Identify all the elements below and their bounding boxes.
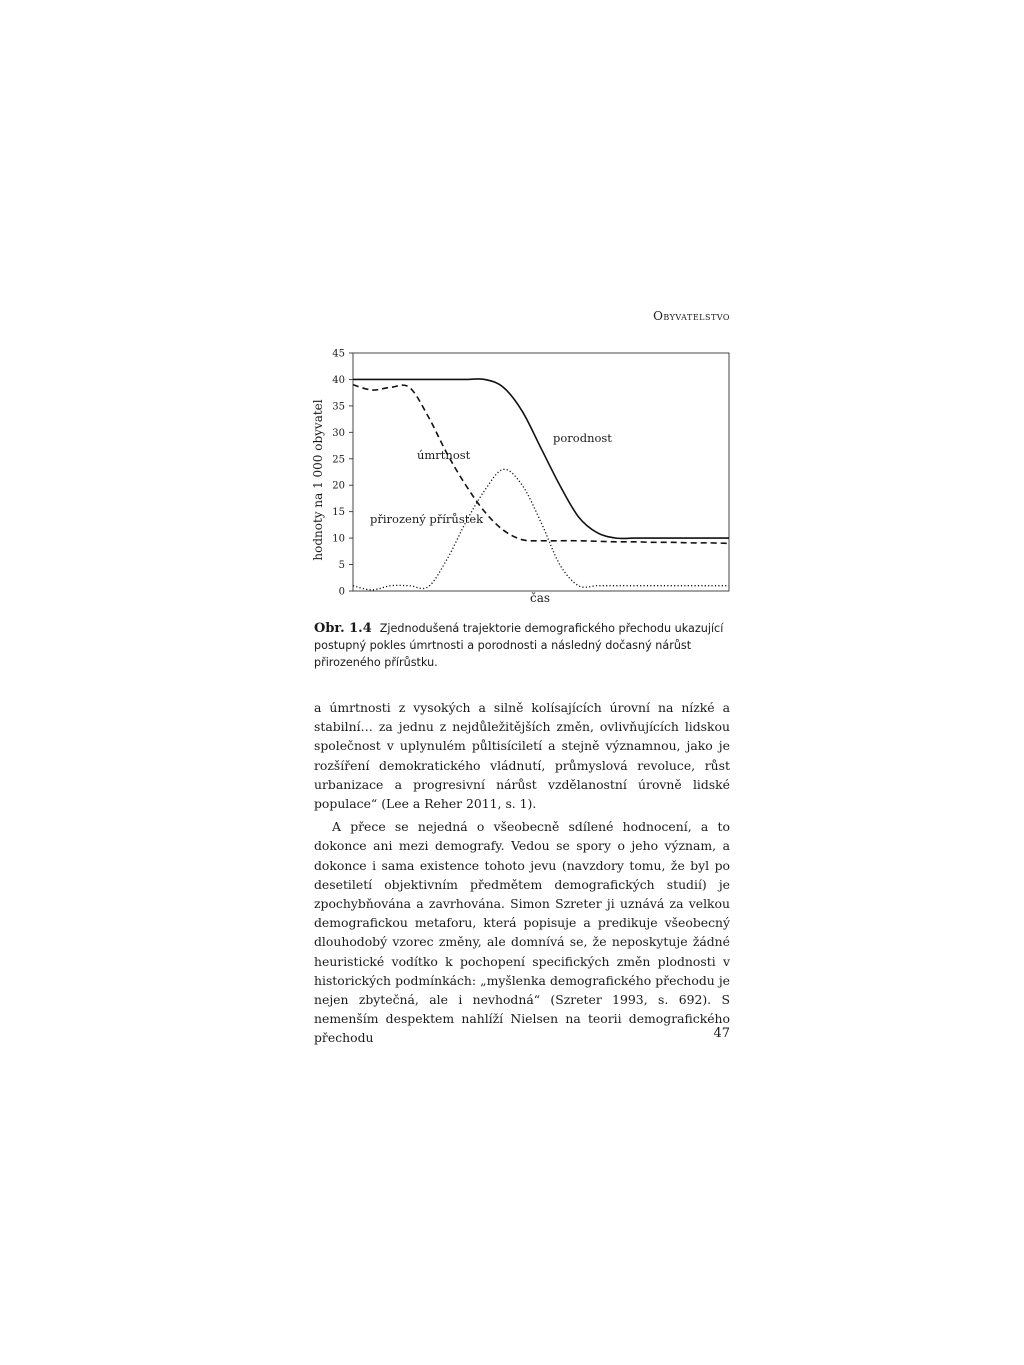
series-line-prirozeny-prirustek <box>353 469 729 590</box>
series-label-umrtnost: úmrtnost <box>417 448 471 462</box>
series-label-porodnost: porodnost <box>553 431 612 445</box>
y-tick-label: 40 <box>332 374 345 386</box>
x-axis-label: čas <box>529 591 551 605</box>
y-tick-label: 30 <box>332 427 345 439</box>
y-tick-label: 20 <box>332 480 345 492</box>
body-text <box>314 698 730 1048</box>
running-head: Obyvatelstvo <box>653 309 730 323</box>
y-tick-label: 10 <box>332 533 345 545</box>
paragraph: a úmrtnosti z vysokých a silně kolísajících úrovní na nízké a stabilní… za jednu z nejdůležitějších změn, ovlivňujících lidskou společnost v uplynulém půltisíciletí a stejně významnou, jako je rozšíření demokratického vládnutí, průmyslová revoluce, růst urbanizace a progresivní nárůst vzdělanostní úrovně lidské populace“ (Lee a Reher 2011, s. 1). <box>314 700 730 812</box>
figure-caption <box>314 620 730 671</box>
plot-frame <box>353 353 729 591</box>
y-tick-label: 35 <box>332 401 345 413</box>
y-tick-label: 5 <box>338 560 345 572</box>
figure-caption-text: Zjednodušená trajektorie demografického přechodu ukazující postupný pokles úmrtnosti a porodnosti a následný dočasný nárůst přirozeného přírůstku. <box>314 622 724 669</box>
y-axis-label: hodnoty na 1 000 obyvatel <box>311 399 325 561</box>
demographic-transition-chart <box>300 340 740 610</box>
series-label-prirozeny-prirustek: přirozený přírůstek <box>370 512 484 526</box>
figure-label: Obr. 1.4 <box>314 621 372 636</box>
y-tick-label: 25 <box>332 454 345 466</box>
y-tick-label: 45 <box>332 348 345 360</box>
y-tick-label: 0 <box>338 586 345 598</box>
paragraph: A přece se nejedná o všeobecně sdílené hodnocení, a to dokonce ani mezi demografy. Vedou se spory o jeho význam, a dokonce i sama existence tohoto jevu (navzdory tomu, že byl po desetiletí objektivním předmětem demografických studií) je zpochybňována a zavrhována. Simon Szreter ji uznává za velkou demografickou metaforu, která popisuje a predikuje všeobecný dlouhodobý vzorec změny, ale domnívá se, že neposkytuje žádné heuristické vodítko k pochopení specifických změn plodnosti v historických podmínkách: „myšlenka demografického přechodu je nejen zbytečná, ale i nevhodná“ (Szreter 1993, s. 692). S nemenším despektem nahlíží Nielsen na teorii demografického přechodu <box>314 819 730 1046</box>
y-tick-label: 15 <box>332 507 345 519</box>
page-number: 47 <box>713 1026 730 1041</box>
